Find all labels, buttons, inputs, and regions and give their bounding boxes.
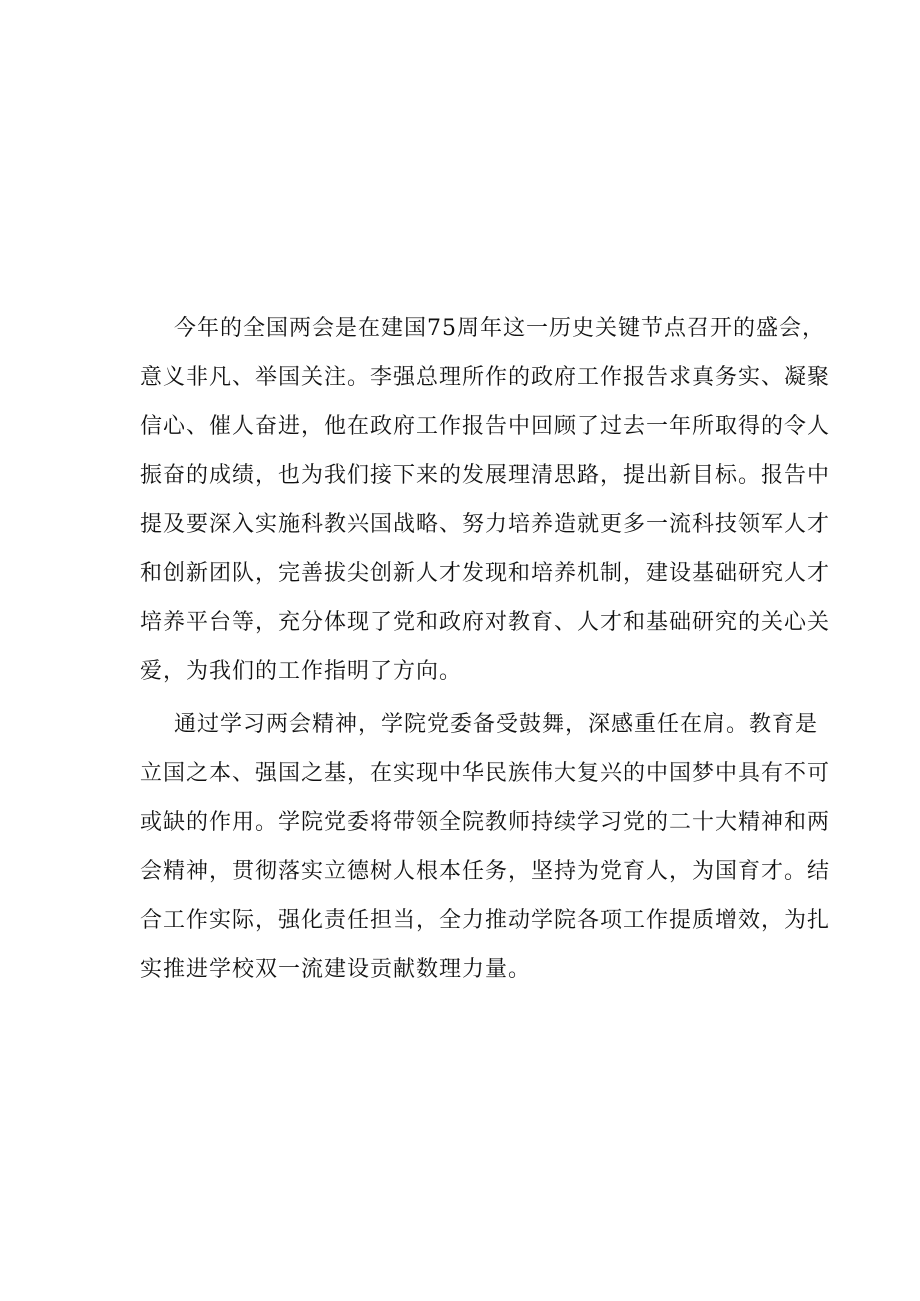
paragraph-1-line-1: 今年的全国两会是在建国75周年这一历史关键节点召开的盛会， [174, 316, 825, 341]
paragraph-2-line-1: 通过学习两会精神，学院党委备受鼓舞，深感重任在肩。教育是 [174, 712, 819, 737]
paragraph-1-line-3: 信心、催人奋进，他在政府工作报告中回顾了过去一年所取得的令人 [140, 414, 831, 439]
paragraph-1-line-2: 意义非凡、举国关注。李强总理所作的政府工作报告求真务实、凝聚 [140, 365, 831, 390]
paragraph-2-line-6: 实推进学校双一流建设贡献数理力量。 [140, 957, 532, 982]
paragraph-2 [140, 700, 831, 994]
paragraph-1-line-5: 提及要深入实施科教兴国战略、努力培养造就更多一流科技领军人才 [140, 512, 831, 537]
paragraph-1 [140, 304, 831, 696]
paragraph-1-line-6: 和创新团队，完善拔尖创新人才发现和培养机制，建设基础研究人才 [140, 561, 831, 586]
paragraph-1-line-8: 爱，为我们的工作指明了方向。 [140, 659, 463, 684]
paragraph-2-line-4: 会精神，贯彻落实立德树人根本任务，坚持为党育人，为国育才。结 [140, 859, 831, 884]
paragraph-2-line-2: 立国之本、强国之基，在实现中华民族伟大复兴的中国梦中具有不可 [140, 761, 831, 786]
paragraph-1-line-7: 培养平台等，充分体现了党和政府对教育、人才和基础研究的关心关 [140, 610, 831, 635]
paragraph-2-line-3: 或缺的作用。学院党委将带领全院教师持续学习党的二十大精神和两 [140, 810, 831, 835]
paragraph-2-line-5: 合工作实际，强化责任担当，全力推动学院各项工作提质增效，为扎 [140, 908, 831, 933]
paragraph-1-line-4: 振奋的成绩，也为我们接下来的发展理清思路，提出新目标。报告中 [140, 463, 831, 488]
